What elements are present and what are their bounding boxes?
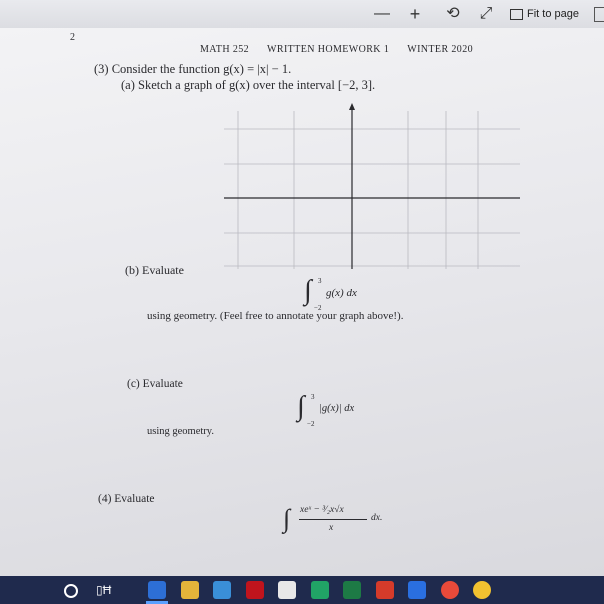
q3b-label: (b) Evaluate (125, 263, 184, 277)
grid-lines (224, 111, 520, 269)
question-3 (94, 62, 291, 77)
q3-text: Consider the function g(x) = |x| − 1. (111, 62, 292, 76)
fraction-bar (299, 519, 367, 520)
rotate-button[interactable]: ⟲ (446, 5, 460, 22)
upper-limit: 3 (318, 277, 322, 285)
q3c-integral (297, 393, 417, 429)
red-app-icon[interactable] (376, 581, 394, 599)
pdf-toolbar (0, 0, 604, 28)
blue-app-2-icon[interactable] (408, 581, 426, 599)
chrome-icon[interactable] (441, 581, 459, 599)
lower-limit: −2 (314, 304, 322, 312)
header-term: WINTER 2020 (407, 44, 474, 55)
fit-page-icon (510, 9, 523, 20)
header-title: WRITTEN HOMEWORK 1 (267, 44, 390, 55)
integral-sign: ∫ (297, 391, 305, 422)
sidebar-toggle-icon[interactable] (594, 7, 604, 22)
q4-integral (283, 503, 413, 543)
q3-number: (3) (94, 62, 109, 76)
page-number: 2 (70, 32, 75, 43)
page-header (200, 44, 473, 55)
q3c-note: using geometry. (147, 426, 214, 437)
zoom-out-button[interactable]: — (374, 5, 390, 22)
header-course: MATH 252 (200, 44, 250, 55)
task-view-icon[interactable]: ▯Ħ (96, 583, 112, 597)
q3b-note: using geometry. (Feel free to annotate your graph above!). (147, 310, 404, 322)
q3c-label: (c) Evaluate (127, 378, 183, 390)
netflix-icon[interactable] (246, 581, 264, 599)
store-icon[interactable] (213, 581, 231, 599)
taskbar (0, 576, 604, 604)
fit-to-page-button[interactable] (510, 5, 579, 23)
chrome-2-icon[interactable] (473, 581, 491, 599)
q3c-integrand: |g(x)| dx (319, 403, 355, 414)
q4-dx: dx. (371, 513, 383, 523)
green-app-icon[interactable] (311, 581, 329, 599)
q4-denominator: x (329, 523, 334, 533)
blue-app-icon[interactable] (148, 581, 166, 599)
integral-sign: ∫ (304, 275, 312, 306)
q3b-integral (304, 277, 424, 313)
lower-limit: −2 (307, 420, 315, 428)
graph-grid (224, 101, 524, 271)
fit-to-page-label: Fit to page (527, 8, 579, 20)
upper-limit: 3 (311, 393, 315, 401)
zoom-in-button[interactable]: + (409, 4, 421, 24)
mail-icon[interactable] (278, 581, 296, 599)
q3b-integrand: g(x) dx (326, 287, 357, 299)
cortana-icon[interactable] (64, 584, 78, 598)
q4-numerator: xeˣ − ³⁄₂x√x (300, 505, 344, 515)
excel-icon[interactable] (343, 581, 361, 599)
question-3a: (a) Sketch a graph of g(x) over the interval [−2, 3]. (121, 78, 376, 92)
integral-sign: ∫ (283, 504, 291, 533)
document-page (0, 28, 604, 576)
expand-button[interactable]: ⤢ (479, 5, 493, 22)
y-axis-arrow (349, 103, 355, 110)
question-4-label: (4) Evaluate (98, 493, 155, 505)
file-explorer-icon[interactable] (181, 581, 199, 599)
